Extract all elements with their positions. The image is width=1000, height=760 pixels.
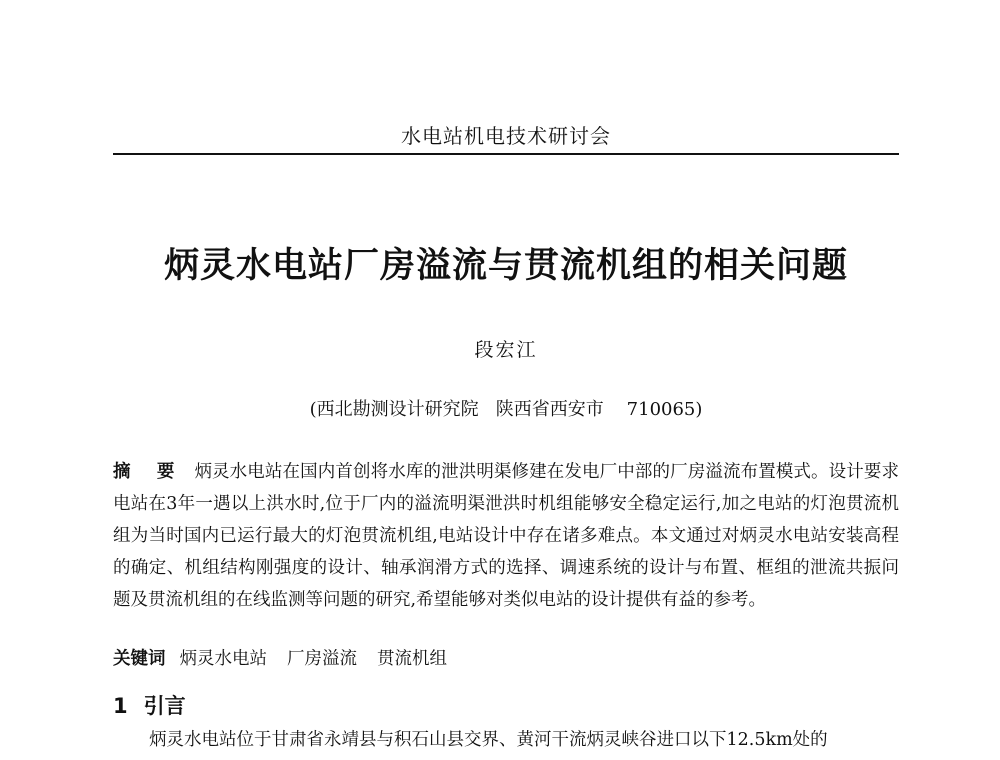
section-title: 引言 (143, 694, 186, 718)
running-header: 水电站机电技术研讨会 (401, 124, 611, 148)
keyword-item: 厂房溢流 (287, 649, 357, 669)
abstract (113, 456, 899, 616)
keyword-item: 贯流机组 (377, 649, 447, 669)
affiliation-institute: (西北勘测设计研究院 (309, 399, 479, 420)
section-heading (113, 690, 186, 720)
affiliation-location: 陕西省西安市 (495, 399, 604, 420)
keywords (113, 645, 899, 673)
paper-title: 炳灵水电站厂房溢流与贯流机组的相关问题 (163, 245, 848, 286)
abstract-text: 炳灵水电站在国内首创将水库的泄洪明渠修建在发电厂中部的厂房溢流布置模式。设计要求电站在3年一遇以上洪水时,位于厂内的溢流明渠泄洪时机组能够安全稳定运行,加之电站的灯泡贯流机组为当时国内已运行最大的灯泡贯流机组,电站设计中存在诸多难点。本文通过对炳灵水电站安装高程的确定、机组结构刚强度的设计、轴承润滑方式的选择、调速系统的设计与布置、框组的泄流共振问题及贯流机组的在线监测等问题的研究,希望能够对类似电站的设计提供有益的参考。 (113, 462, 900, 610)
affiliation-postcode: 710065) (626, 399, 703, 420)
body-paragraph: 炳灵水电站位于甘肃省永靖县与积石山县交界、黄河干流炳灵峡谷进口以下12.5km处的 (149, 730, 828, 750)
keyword-item: 炳灵水电站 (179, 649, 267, 669)
header-rule (113, 153, 899, 155)
author-name: 段宏江 (474, 339, 538, 361)
affiliation (100, 395, 912, 421)
section-number: 1 (113, 694, 128, 718)
keywords-label: 关键词 (113, 649, 166, 669)
abstract-label: 摘 要 (113, 462, 185, 482)
